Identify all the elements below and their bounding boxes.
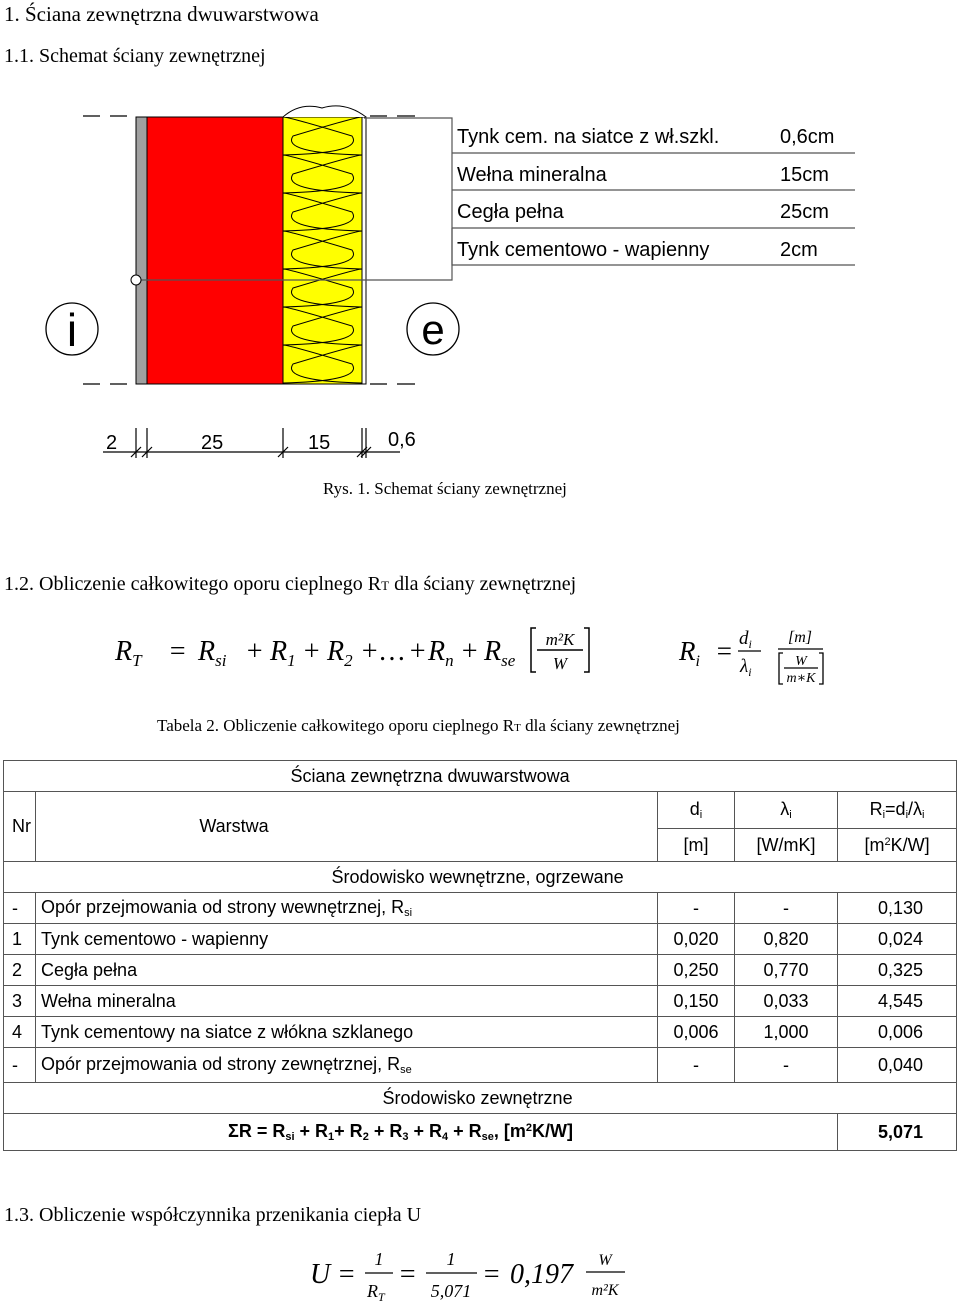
legend-name-1: Wełna mineralna — [457, 164, 607, 186]
svg-text:…: … — [380, 636, 405, 667]
rsi-d: - — [658, 893, 735, 924]
section-heading-1-3: 1.3. Obliczenie współczynnika przenikania ciepła U — [4, 1204, 422, 1226]
formula-rt — [110, 620, 600, 680]
svg-text:+: + — [245, 636, 264, 667]
heading-subscript: T — [381, 578, 390, 593]
row-d: 0,006 — [658, 1017, 735, 1048]
svg-text:RT: $R_T$ — [367, 1281, 385, 1304]
row-lambda: 0,820 — [735, 924, 838, 955]
row-d: 0,250 — [658, 955, 735, 986]
rsi-r: 0,130 — [838, 893, 957, 924]
svg-text:5,071: 5,071 — [430, 1281, 472, 1301]
svg-text:λi: $\lambda_i$ — [740, 656, 752, 679]
table-caption-sub: T — [514, 722, 521, 734]
svg-text:=: = — [168, 636, 187, 667]
rse-label: Opór przejmowania od strony zewnętrznej, $R_{se}$ — [36, 1048, 658, 1083]
svg-text:m∗K: m∗K — [786, 671, 816, 686]
row-d: 0,020 — [658, 924, 735, 955]
col-lambda-header: $\lambda_i$ — [735, 792, 838, 829]
header-row-1 — [4, 792, 957, 829]
legend-thickness-1: 15cm — [780, 164, 829, 186]
brick-layer — [147, 117, 283, 384]
svg-text:m²K: m²K — [591, 1282, 619, 1299]
svg-text:R2: $R_2$ — [327, 636, 353, 670]
env-outside-row — [4, 1083, 957, 1114]
dimension-0: 2 — [106, 432, 118, 454]
env-inside-row — [4, 862, 957, 893]
rse-d: - — [658, 1048, 735, 1083]
svg-text:R1: $R_1$ — [270, 636, 296, 670]
table-caption-tail: dla ściany zewnętrznej — [520, 716, 680, 735]
row-name: Cegła pełna — [36, 955, 658, 986]
svg-text:[m]: [m] — [787, 629, 813, 646]
row-d: 0,150 — [658, 986, 735, 1017]
rsi-row — [4, 893, 957, 924]
svg-text:+: + — [302, 636, 321, 667]
rsi-label: Opór przejmowania od strony wewnętrznej, $R_{si}$ — [36, 893, 658, 924]
table-title-row — [4, 761, 957, 792]
svg-text:+: + — [360, 636, 379, 667]
rse-lambda: - — [735, 1048, 838, 1083]
svg-text:RT: $R_T$ — [115, 636, 142, 670]
svg-text:W: W — [598, 1252, 612, 1269]
svg-text:U: U — [310, 1259, 331, 1290]
row-lambda: 0,033 — [735, 986, 838, 1017]
table-caption — [157, 716, 680, 736]
svg-text:Ri: $R_i$ — [679, 636, 700, 670]
sum-row — [4, 1114, 957, 1151]
svg-text:Rn: $R_n$ — [428, 636, 454, 670]
rse-row — [4, 1048, 957, 1083]
svg-text:0,197: 0,197 — [510, 1259, 573, 1290]
dimension-2: 15 — [308, 432, 331, 454]
col-nr-header: Nr — [4, 792, 36, 862]
svg-text:=: = — [715, 636, 734, 666]
svg-text:W: W — [795, 654, 807, 669]
unit-lambda: [W/mK] — [735, 829, 838, 862]
table-caption-text: Tabela 2. Obliczenie całkowitego oporu cieplnego R — [157, 716, 515, 735]
row-name: Wełna mineralna — [36, 986, 658, 1017]
rsi-nr: - — [4, 893, 36, 924]
rsi-lambda: - — [735, 893, 838, 924]
legend-thickness-3: 2cm — [780, 239, 818, 261]
legend-thickness-0: 0,6cm — [780, 126, 835, 148]
svg-text:=: = — [337, 1259, 356, 1290]
row-r: 0,006 — [838, 1017, 957, 1048]
svg-text:W: W — [552, 654, 568, 673]
sum-value: 5,071 — [838, 1114, 957, 1151]
formula-ri — [675, 622, 835, 688]
table-row — [4, 955, 957, 986]
legend-name-2: Cegła pełna — [457, 201, 564, 223]
svg-text:+: + — [460, 636, 479, 667]
svg-text:1: 1 — [374, 1249, 384, 1269]
svg-text:=: = — [398, 1259, 417, 1290]
env-outside-label: Środowisko zewnętrzne — [382, 1087, 573, 1108]
row-nr: 1 — [4, 924, 36, 955]
row-r: 0,024 — [838, 924, 957, 955]
rse-r: 0,040 — [838, 1048, 957, 1083]
row-lambda: 1,000 — [735, 1017, 838, 1048]
dimension-3: 0,6 — [388, 429, 416, 451]
inside-label: i — [66, 304, 78, 356]
legend-name-3: Tynk cementowo - wapienny — [457, 239, 710, 261]
col-r-header: $R_i=d_i/\lambda_i$ — [838, 792, 957, 829]
col-d-header: $d_i$ — [658, 792, 735, 829]
row-r: 0,325 — [838, 955, 957, 986]
svg-text:di: $d_i$ — [739, 628, 752, 651]
svg-text:Rse: $R_{se}$ — [484, 636, 516, 670]
section-heading-1-1: 1.1. Schemat ściany zewnętrznej — [4, 45, 266, 67]
outside-label: e — [421, 306, 445, 353]
legend-name-0: Tynk cem. na siatce z wł.szkl. — [457, 126, 720, 148]
row-nr: 3 — [4, 986, 36, 1017]
rse-nr: - — [4, 1048, 36, 1083]
unit-d: [m] — [658, 829, 735, 862]
svg-text:=: = — [482, 1259, 501, 1290]
heading-text: 1.2. Obliczenie całkowitego oporu cieplnego R — [4, 573, 382, 595]
figure-caption: Rys. 1. Schemat ściany zewnętrznej — [323, 479, 567, 498]
row-nr: 4 — [4, 1017, 36, 1048]
row-nr: 2 — [4, 955, 36, 986]
thermal-resistance-table — [3, 760, 957, 1151]
render-layer — [362, 117, 366, 384]
formula-u — [305, 1245, 635, 1305]
unit-r: $[m^2K/W]$ — [838, 829, 957, 862]
row-lambda: 0,770 — [735, 955, 838, 986]
wall-schematic — [0, 95, 960, 470]
heading-tail: dla ściany zewnętrznej — [389, 573, 577, 595]
section-heading-1-2 — [4, 573, 576, 596]
dimension-1: 25 — [201, 432, 224, 454]
svg-text:m²K: m²K — [545, 630, 575, 649]
table-row — [4, 924, 957, 955]
svg-text:1: 1 — [446, 1249, 456, 1269]
table-row — [4, 1017, 957, 1048]
svg-text:+: + — [408, 636, 427, 667]
sum-label: $\Sigma R = R_{si} + R_1+ R_2 + R_3 + R_4 + R_{se}$, $[m^2K/W]$ — [4, 1114, 838, 1151]
table-row — [4, 986, 957, 1017]
row-r: 4,545 — [838, 986, 957, 1017]
svg-text:Rsi: $R_{si}$ — [198, 636, 227, 670]
plaster-layer — [136, 117, 147, 384]
env-inside-label: Środowisko wewnętrzne, ogrzewane — [331, 866, 624, 887]
row-name: Tynk cementowo - wapienny — [36, 924, 658, 955]
row-name: Tynk cementowy na siatce z włókna szklanego — [36, 1017, 658, 1048]
col-layer-header: Warstwa — [36, 792, 658, 862]
table-title: Ściana zewnętrzna dwuwarstwowa — [290, 765, 570, 786]
legend-thickness-2: 25cm — [780, 201, 829, 223]
section-heading-1: 1. Ściana zewnętrzna dwuwarstwowa — [4, 2, 319, 26]
